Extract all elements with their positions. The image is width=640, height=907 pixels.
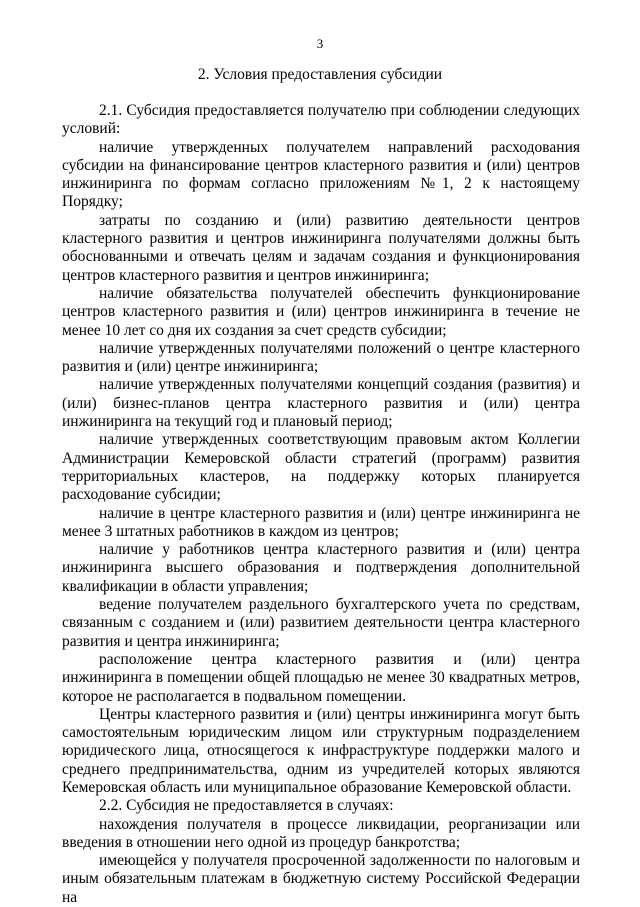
paragraph: наличие утвержденных получателем направлений расходования субсидии на финансирование центров кластерного развития и (или) центров инжиниринга по формам согласно приложениям №1, 2 к настоящему Порядку; [62, 138, 580, 211]
paragraph: наличие в центре кластерного развития и (или) центре инжиниринга не менее 3 штатных работников в каждом из центров; [62, 504, 580, 540]
paragraph: расположение центра кластерного развития и (или) центра инжиниринга в помещении общей площадью не менее 30 квадратных метров, которое не располагается в подвальном помещении. [62, 650, 580, 705]
page-number: 3 [316, 36, 324, 51]
body-text [62, 102, 580, 907]
paragraph: затраты по созданию и (или) развитию деятельности центров кластерного развития и центров инжиниринга получателями должны быть обоснованными и отвечать целям и задачам создания и функционирования центров кластерного развития и центров инжиниринга; [62, 211, 580, 284]
paragraph: наличие утвержденных соответствующим правовым актом Коллегии Администрации Кемеровской области стратегий (программ) развития территориальных кластеров, на поддержку которых планируется расходование субсидии; [62, 431, 580, 504]
paragraph: наличие у работников центра кластерного развития и (или) центра инжиниринга высшего образования и подтверждения дополнительной квалификации в области управления; [62, 541, 580, 595]
paragraph: наличие утвержденных получателями положений о центре кластерного развития и (или) центре инжиниринга; [62, 339, 580, 376]
paragraph: Центры кластерного развития и (или) центры инжиниринга могут быть самостоятельным юридическим лицом или структурным подразделением юридического лица, относящегося к инфраструктуре поддержки малого и среднего предпринимательства, одним из учредителей которых являются Кемеровская область или муниципальное образование Кемеровской области. [62, 705, 580, 796]
paragraph: 2.1. Субсидия предоставляется получателю при соблюдении следующих условий: [62, 102, 580, 138]
paragraph: нахождения получателя в процессе ликвидации, реорганизации или введения в отношении него одной из процедур банкротства; [62, 815, 580, 851]
section-title: 2. Условия предоставления субсидии [197, 66, 443, 83]
paragraph: наличие обязательства получателей обеспечить функционирование центров кластерного развития и (или) центров инжиниринга в течение не менее 10 лет со дня их создания за счет средств субсидии; [62, 284, 580, 339]
paragraph: наличие утвержденных получателями концепций создания (развития) и (или) бизнес-планов центра кластерного развития и (или) центра инжиниринга на текущий год и плановый период; [62, 376, 580, 431]
paragraph: имеющейся у получателя просроченной задолженности по налоговым и иным обязательным платежам в бюджетную систему Российской Федерации на [62, 852, 580, 906]
paragraph: ведение получателем раздельного бухгалтерского учета по средствам, связанным с созданием и (или) развитием деятельности центра кластерного развития и центра инжиниринга; [62, 596, 580, 650]
paragraph: 2.2. Субсидия не предоставляется в случаях: [99, 797, 394, 815]
